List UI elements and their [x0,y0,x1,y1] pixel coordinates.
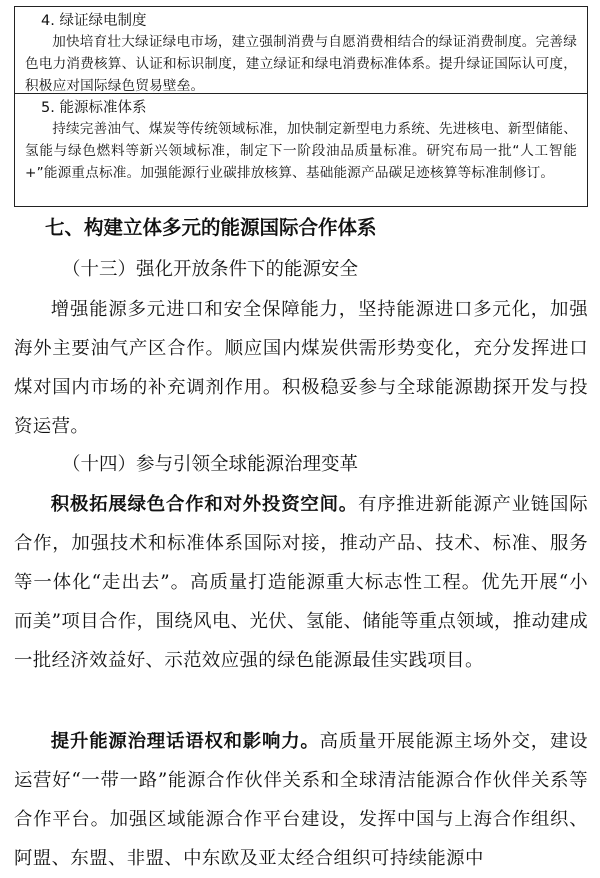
subsection-heading: （十三）强化开放条件下的能源安全 [62,259,359,280]
paragraph-lead: 提升能源治理话语权和影响力。 [50,731,320,752]
paragraph-text: 高质量开展能源主场外交，建设运营好“一带一路”能源合作伙伴关系和全球清洁能源合作伙伴关系等合作平台。加强区域能源合作平台建设，发挥中国与上海合作组织、阿盟、东盟、非盟、中东欧及亚太经合组织可持续能源中 [14,731,588,869]
box-title: 4. 绿证绿电制度 [41,13,147,29]
section-heading: 七、构建立体多元的能源国际合作体系 [45,216,377,239]
energy-standards-box [14,93,588,207]
box-title: 5. 能源标准体系 [41,100,147,116]
paragraph-lead: 积极拓展绿色合作和对外投资空间。 [50,494,358,515]
paragraph [14,722,588,878]
box-body: 持续完善油气、煤炭等传统领域标准，加快制定新型电力系统、先进核电、新型储能、氢能与绿色燃料等新兴领域标准，制定下一阶段油品质量标准。研究布局一批“人工智能+”能源重点标准。加强能源行业碳排放核算、基础能源产品碳足迹核算等标准制修订。 [25,121,577,181]
paragraph: 增强能源多元进口和安全保障能力，坚持能源进口多元化，加强海外主要油气产区合作。顺应国内煤炭供需形势变化，充分发挥进口煤对国内市场的补充调剂作用。积极稳妥参与全球能源勘探开发与投资运营。 [14,299,588,437]
paragraph-text: 有序推进新能源产业链国际合作，加强技术和标准体系国际对接，推动产品、技术、标准、服务等一体化“走出去”。高质量打造能源重大标志性工程。优先开展“小而美”项目合作，围绕风电、光伏、氢能、储能等重点领域，推动建成一批经济效益好、示范效应强的绿色能源最佳实践项目。 [14,494,588,671]
subsection-heading: （十四）参与引领全球能源治理变革 [62,454,359,475]
paragraph [14,485,588,680]
box-body: 加快培育壮大绿证绿电市场，建立强制消费与自愿消费相结合的绿证消费制度。完善绿色电力消费核算、认证和标识制度，建立绿证和绿电消费标准体系。提升绿证国际认可度，积极应对国际绿色贸易壁垒。 [25,34,577,94]
green-certificate-box [14,6,588,94]
